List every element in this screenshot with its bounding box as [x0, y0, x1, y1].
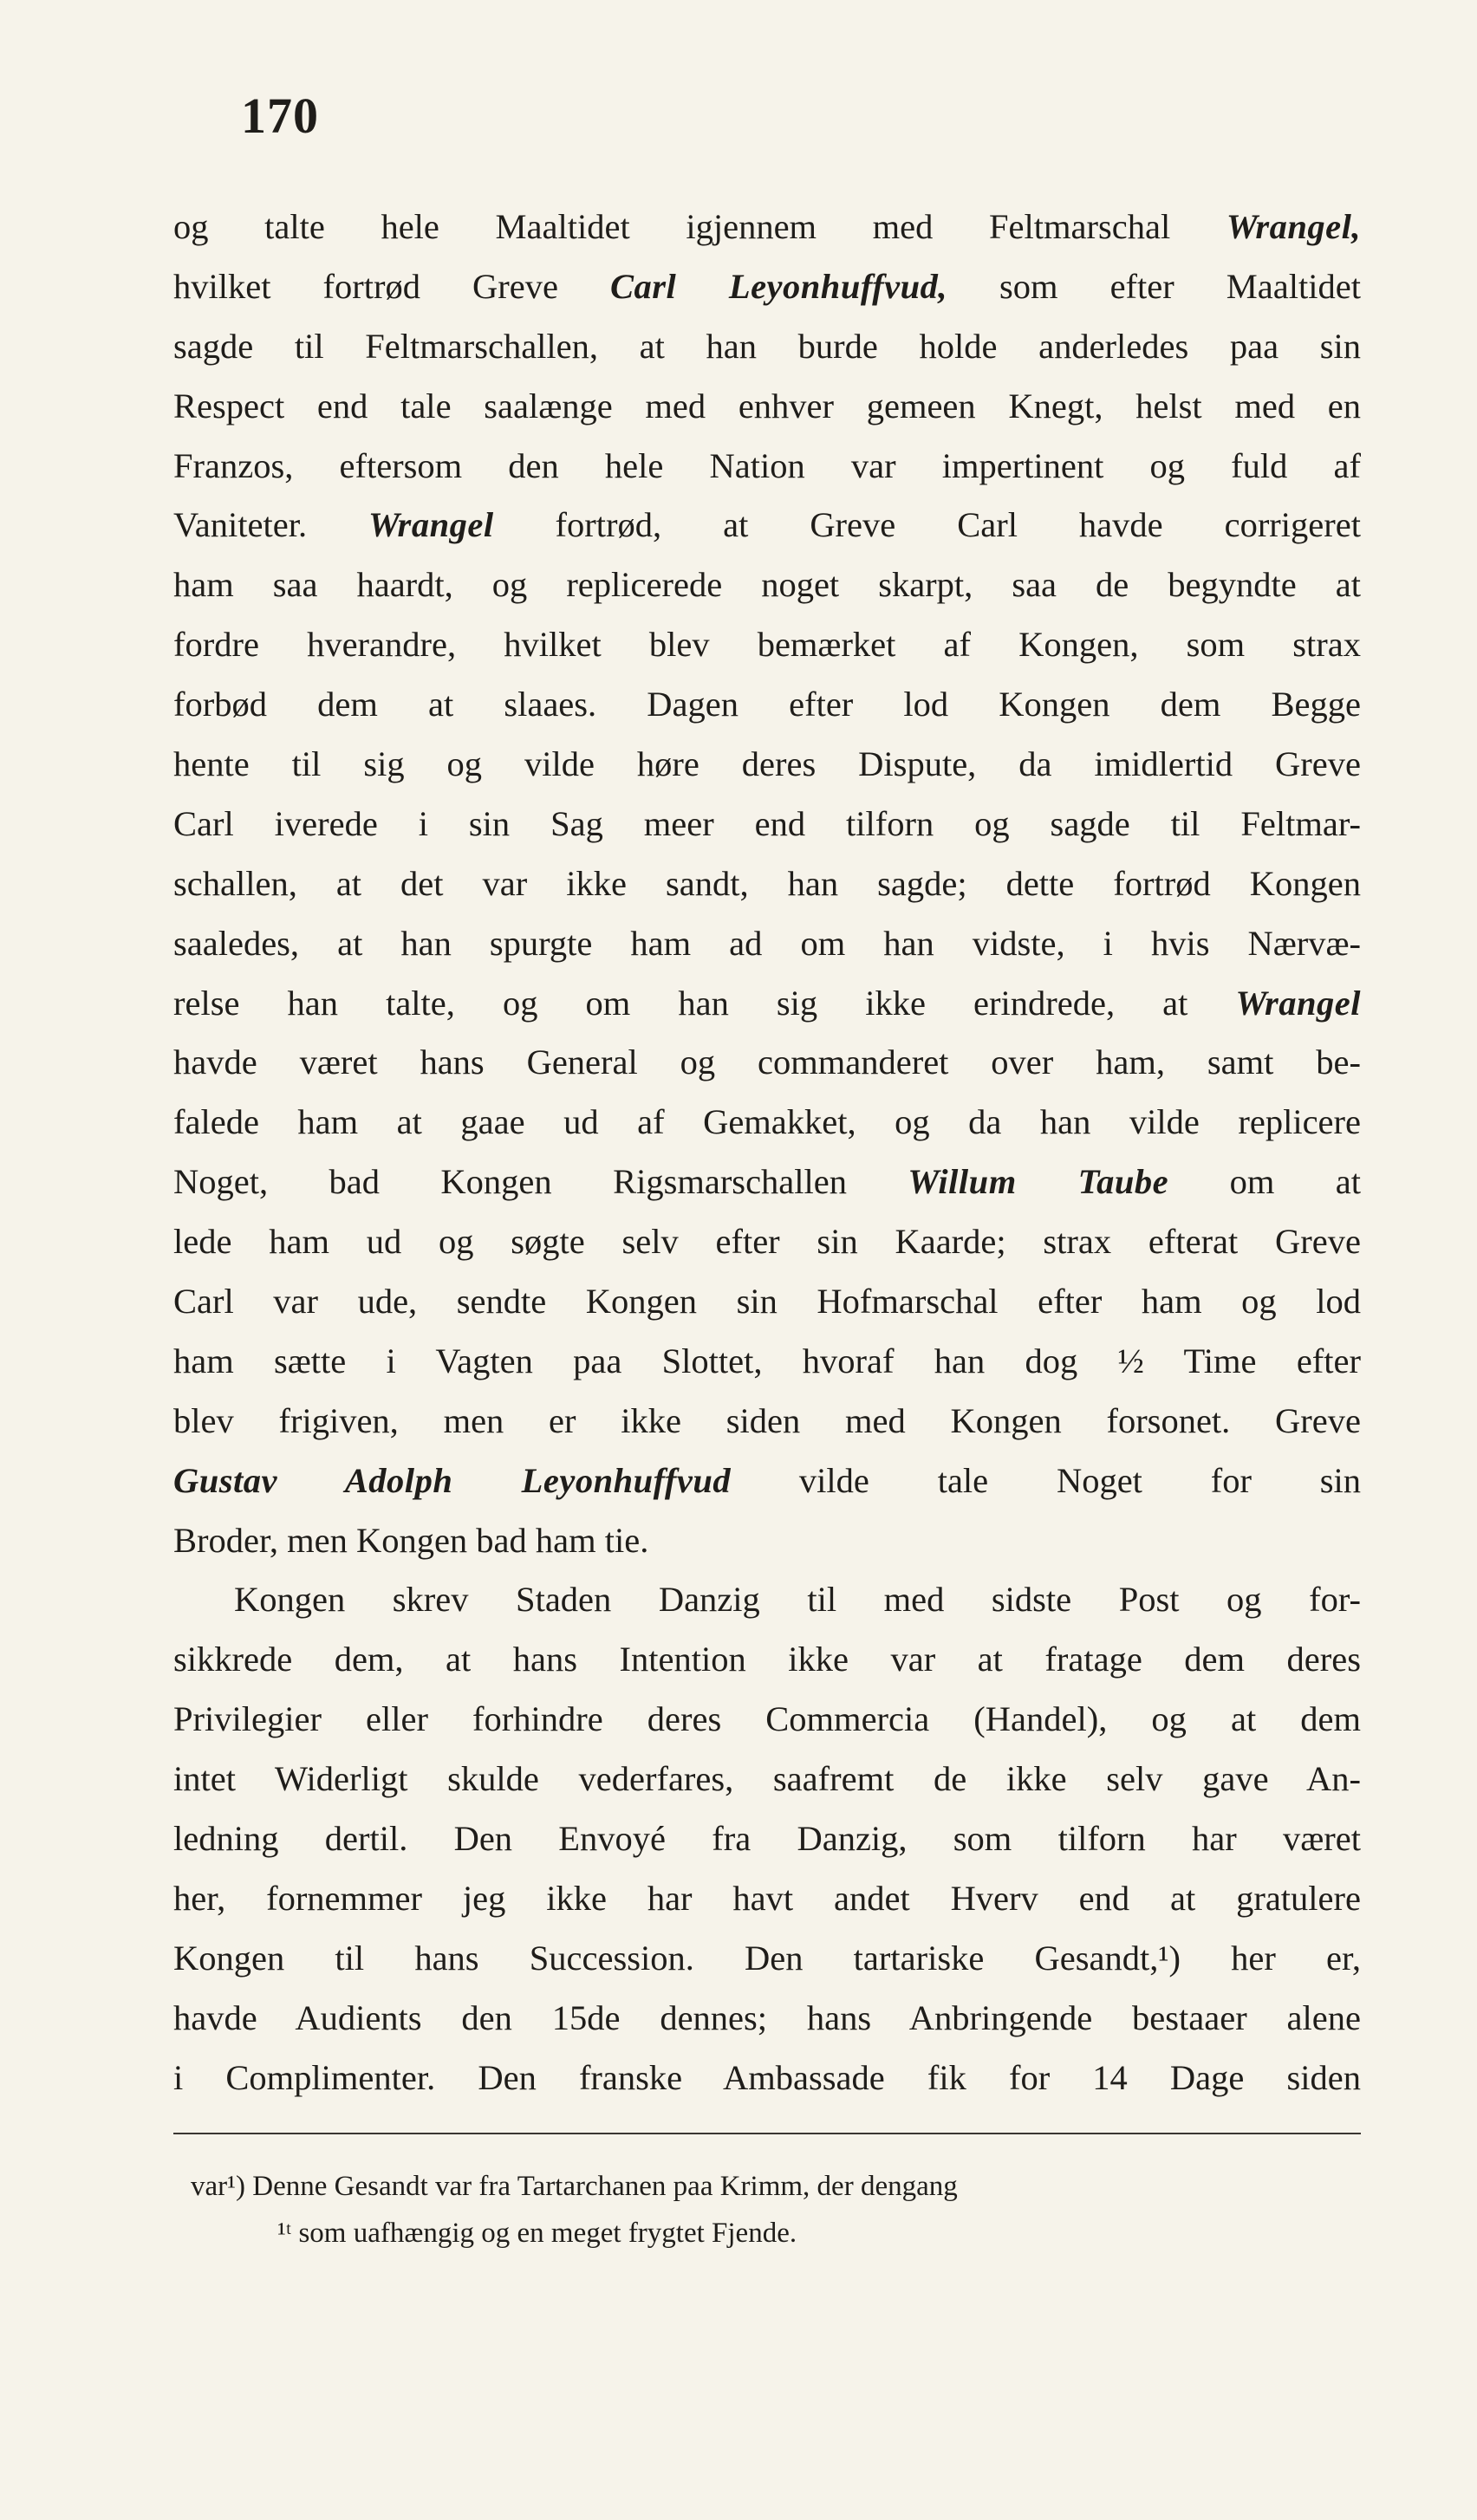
text-line	[173, 1630, 1361, 1690]
line-text: hente til sig og vilde høre deres Dispute, da imidlertid Greve	[173, 744, 1361, 784]
text-line	[173, 675, 1361, 735]
line-text: falede ham at gaae ud af Gemakket, og da han vilde replicere	[173, 1102, 1361, 1142]
line-text: ham saa haardt, og replicerede noget skarpt, saa de begyndte at	[173, 565, 1361, 605]
emphasized-name: Wrangel	[1235, 983, 1361, 1023]
text-line	[173, 496, 1361, 555]
body-text	[173, 198, 1361, 2108]
text-line	[173, 1570, 1361, 1630]
emphasized-name: Gustav Adolph Leyonhuffvud	[173, 1460, 732, 1500]
emphasized-name: Carl Leyonhuffvud,	[610, 266, 947, 306]
line-text: Kongen skrev Staden Danzig til med sidste Post og for-	[234, 1580, 1361, 1620]
line-text: Franzos, eftersom den hele Nation var impertinent og fuld af	[173, 445, 1361, 485]
line-text: ham sætte i Vagten paa Slottet, hvoraf han dog ½ Time efter	[173, 1341, 1361, 1380]
line-text: fordre hverandre, hvilket blev bemærket af Kongen, som strax	[173, 625, 1361, 665]
text-line	[173, 974, 1361, 1034]
footnote	[191, 2163, 1361, 2257]
text-line	[173, 317, 1361, 377]
line-text: Vaniteter.	[173, 505, 369, 545]
text-line	[173, 437, 1361, 497]
line-text: schallen, at det var ikke sandt, han sagde; dette fortrød Kongen	[173, 863, 1361, 903]
line-text: sikkrede dem, at hans Intention ikke var at fratage dem deres	[173, 1640, 1361, 1679]
line-text: saaledes, at han spurgte ham ad om han vidste, i hvis Nærvæ-	[173, 923, 1361, 963]
line-text: hvilket fortrød Greve	[173, 266, 611, 306]
text-line	[173, 1332, 1361, 1392]
text-line	[173, 198, 1361, 257]
text-line	[173, 1392, 1361, 1452]
line-text: Noget, bad Kongen Rigsmarschallen	[173, 1162, 908, 1202]
text-line	[173, 555, 1361, 615]
text-line	[173, 377, 1361, 437]
emphasized-name: Willum Taube	[908, 1162, 1169, 1202]
text-line	[173, 1153, 1361, 1212]
line-text: relse han talte, og om han sig ikke erindrede, at	[173, 983, 1236, 1023]
text-line	[173, 1452, 1361, 1511]
line-text: sagde til Feltmarschallen, at han burde holde anderledes paa sin	[173, 326, 1361, 366]
text-line	[173, 1511, 1361, 1571]
line-text: lede ham ud og søgte selv efter sin Kaarde; strax efterat Greve	[173, 1222, 1361, 1262]
line-text: havde Audients den 15de dennes; hans Anbringende bestaaer alene	[173, 1997, 1361, 2037]
line-text: vilde tale Noget for sin	[731, 1460, 1361, 1500]
line-text: Carl var ude, sendte Kongen sin Hofmarschal efter ham og lod	[173, 1282, 1361, 1322]
text-line	[173, 735, 1361, 795]
line-text: som efter Maaltidet	[947, 266, 1361, 306]
line-text: intet Widerligt skulde vederfares, saafremt de ikke selv gave An-	[173, 1759, 1361, 1799]
line-text: blev frigiven, men er ikke siden med Kongen forsonet. Greve	[173, 1400, 1361, 1440]
text-line	[173, 615, 1361, 675]
line-text: Privilegier eller forhindre deres Commercia (Handel), og at dem	[173, 1699, 1361, 1739]
line-text: Carl iverede i sin Sag meer end tilforn og sagde til Feltmar-	[173, 803, 1361, 843]
text-line	[173, 914, 1361, 974]
emphasized-name: Wrangel,	[1226, 207, 1361, 246]
line-text: fortrød, at Greve Carl havde corrigeret	[493, 505, 1361, 545]
text-line	[173, 1929, 1361, 1989]
footnote-line: var¹) Denne Gesandt var fra Tartarchanen paa Krimm, der dengang	[191, 2171, 958, 2202]
line-text: forbød dem at slaaes. Dagen efter lod Kongen dem Begge	[173, 685, 1361, 724]
text-line	[173, 1093, 1361, 1153]
text-line	[173, 1989, 1361, 2049]
line-text: Kongen til hans Succession. Den tartariske Gesandt,¹) her er,	[173, 1938, 1361, 1978]
line-text: ledning dertil. Den Envoyé fra Danzig, som tilforn har været	[173, 1819, 1361, 1859]
text-line	[173, 854, 1361, 914]
text-line	[173, 1212, 1361, 1272]
text-line	[173, 1033, 1361, 1093]
line-text: her, fornemmer jeg ikke har havt andet Hverv end at gratulere	[173, 1878, 1361, 1918]
text-line	[173, 1809, 1361, 1869]
text-line	[173, 257, 1361, 317]
line-text: om at	[1168, 1162, 1361, 1202]
text-line	[173, 1869, 1361, 1929]
text-line	[173, 1750, 1361, 1809]
text-line	[173, 1272, 1361, 1332]
line-text: i Complimenter. Den franske Ambassade fik for 14 Dage siden	[173, 2057, 1361, 2097]
footnote-divider	[173, 2133, 1361, 2134]
line-text: Broder, men Kongen bad ham tie.	[173, 1520, 649, 1560]
text-line	[173, 2049, 1361, 2108]
line-text: havde været hans General og commanderet over ham, samt be-	[173, 1042, 1361, 1082]
page-number: 170	[241, 88, 319, 144]
emphasized-name: Wrangel	[368, 505, 494, 545]
text-line	[173, 1690, 1361, 1750]
text-line	[173, 795, 1361, 854]
line-text: og talte hele Maaltidet igjennem med Feltmarschal	[173, 207, 1226, 246]
line-text: Respect end tale saalænge med enhver gemeen Knegt, helst med en	[173, 386, 1361, 425]
footnote-line: ¹ᵗ som uafhængig og en meget frygtet Fjende.	[277, 2218, 797, 2249]
